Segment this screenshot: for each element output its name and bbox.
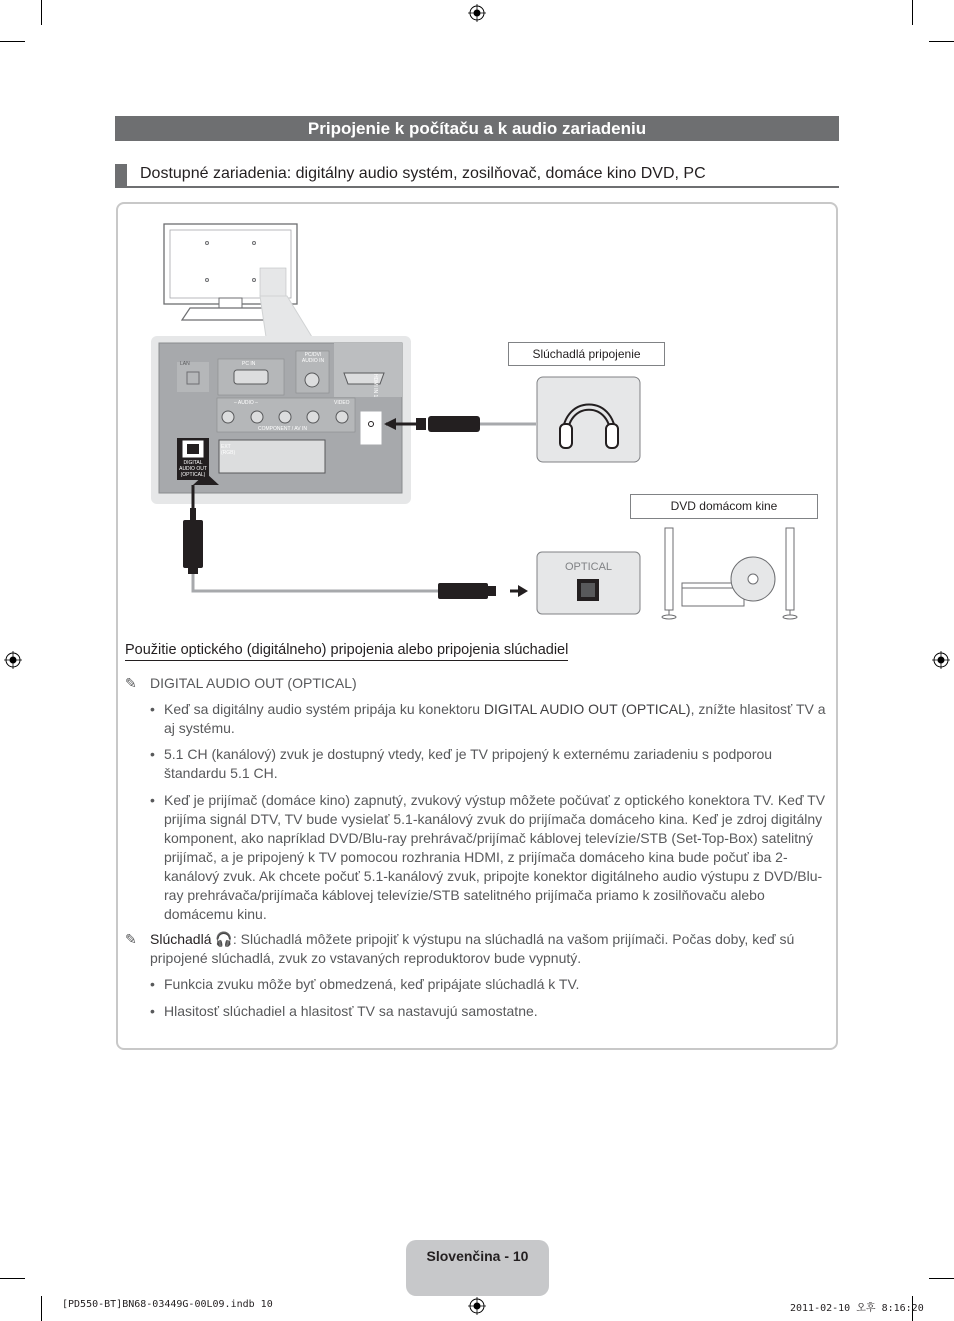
bullet-icon: •	[150, 701, 155, 717]
registration-mark-icon	[932, 651, 950, 669]
crop-mark	[0, 1278, 25, 1279]
headphone-connection-label: Slúchadlá pripojenie	[508, 342, 665, 366]
note-optical-title: DIGITAL AUDIO OUT (OPTICAL)	[150, 675, 357, 691]
list-item: • Funkcia zvuku môže byť obmedzená, keď pripájate slúchadlá k TV.	[150, 976, 580, 992]
bullet-icon: •	[150, 792, 155, 808]
section-title: Pripojenie k počítaču a k audio zariadeniu	[115, 116, 839, 141]
list-item: • Keď je prijímač (domáce kino) zapnutý, zvukový výstup môžete počúvať z optického konektora TV. Keď TV prijíma signál DTV, TV bude vysielať 5.1-kanálový zvuk do prijímača domáceho kina. Keď je zdroj digitálny komponent, ako napríklad DVD/Blu-ray prehrávač/prijímač káblovej televízie/STB (Set-Top-Box) satelitný prijímač, a je pripojený k TV pomocou rozhrania HDMI, z prijímača domáceho kina bude počuť iba 2-kanálový zvuk. Ak chcete počuť 5.1-kanálový zvuk, pripojte konektor digitálneho audio výstupu z DVD/Blu-ray prehrávača/prijímača káblovej televízie/STB satelitného prijímača priamo k zosilňovaču alebo domácemu kinu.	[150, 792, 826, 922]
home-theater-icon	[662, 528, 797, 619]
subheading-text: Dostupné zariadenia: digitálny audio systém, zosilňovač, domáce kino DVD, PC	[140, 165, 706, 182]
registration-mark-icon	[4, 651, 22, 669]
component-av-in-label: COMPONENT / AV IN	[258, 426, 307, 432]
pencil-note-icon: ✎	[125, 675, 137, 691]
headphone-plug-icon	[428, 416, 480, 432]
note-headphones	[125, 930, 831, 968]
lan-label: LAN	[180, 361, 190, 367]
dvd-home-theater-label: DVD domácom kine	[630, 494, 818, 519]
crop-mark	[912, 0, 913, 25]
list-item: • Hlasitosť slúchadiel a hlasitosť TV sa nastavujú samostatne.	[150, 1003, 538, 1019]
usage-heading: Použitie optického (digitálneho) pripojenia alebo pripojenia slúchadiel	[125, 642, 568, 661]
note-optical	[125, 674, 831, 693]
bullet-icon: •	[150, 1003, 155, 1019]
pc-dvi-audio-label: PC/DVI AUDIO IN	[301, 352, 325, 364]
crop-mark	[41, 1296, 42, 1321]
list-item: • 5.1 CH (kanálový) zvuk je dostupný vtedy, keď je TV pripojený k externému zariadeniu s podporou štandardu 5.1 CH.	[150, 746, 773, 781]
list-item: • Keď sa digitálny audio systém pripája ku konektoru DIGITAL AUDIO OUT (OPTICAL), znížte hlasitosť TV a aj systému.	[150, 701, 826, 736]
crop-mark	[929, 41, 954, 42]
file-slug: [PD550-BT]BN68-03449G-00L09.indb 10	[62, 1299, 273, 1310]
ext-rgb-label: EXT (RGB)	[221, 444, 236, 456]
optical-device-label: OPTICAL	[564, 561, 613, 573]
pencil-note-icon: ✎	[125, 931, 137, 947]
headphone-jack	[360, 411, 382, 445]
subheading-marker	[115, 164, 127, 186]
note-headphones-text: : Slúchadlá môžete pripojiť k výstupu na slúchadlá na vašom prijímači. Počas doby, keď sú pripojené slúchadlá, zvuk zo vstavaných reproduktorov bude vypnutý.	[150, 931, 795, 966]
optical-plug-icon	[183, 520, 203, 568]
audio-row-label: – AUDIO –	[234, 400, 258, 406]
bullet-icon: •	[150, 976, 155, 992]
bullet-icon: •	[150, 746, 155, 762]
page-number-tab: Slovenčina - 10	[406, 1240, 549, 1296]
pc-in-label: PC IN	[242, 361, 256, 367]
video-label: VIDEO	[334, 400, 350, 406]
digital-audio-out-label: DIGITAL AUDIO OUT (OPTICAL)	[179, 460, 207, 478]
headphone-device	[537, 377, 640, 462]
headphone-small-icon: 🎧	[215, 931, 233, 947]
crop-mark	[41, 0, 42, 25]
subheading	[115, 164, 839, 188]
date-slug: 2011-02-10 오후 8:16:20	[790, 1303, 924, 1314]
hdmi-in-label: HDMI IN 1	[372, 374, 378, 398]
registration-mark-icon	[468, 4, 486, 22]
crop-mark	[929, 1278, 954, 1279]
connection-diagram	[116, 202, 838, 642]
diagram-drawing	[116, 202, 838, 642]
registration-mark-icon	[468, 1297, 486, 1315]
note-headphones-title: Slúchadlá	[150, 931, 212, 947]
crop-mark	[0, 41, 25, 42]
